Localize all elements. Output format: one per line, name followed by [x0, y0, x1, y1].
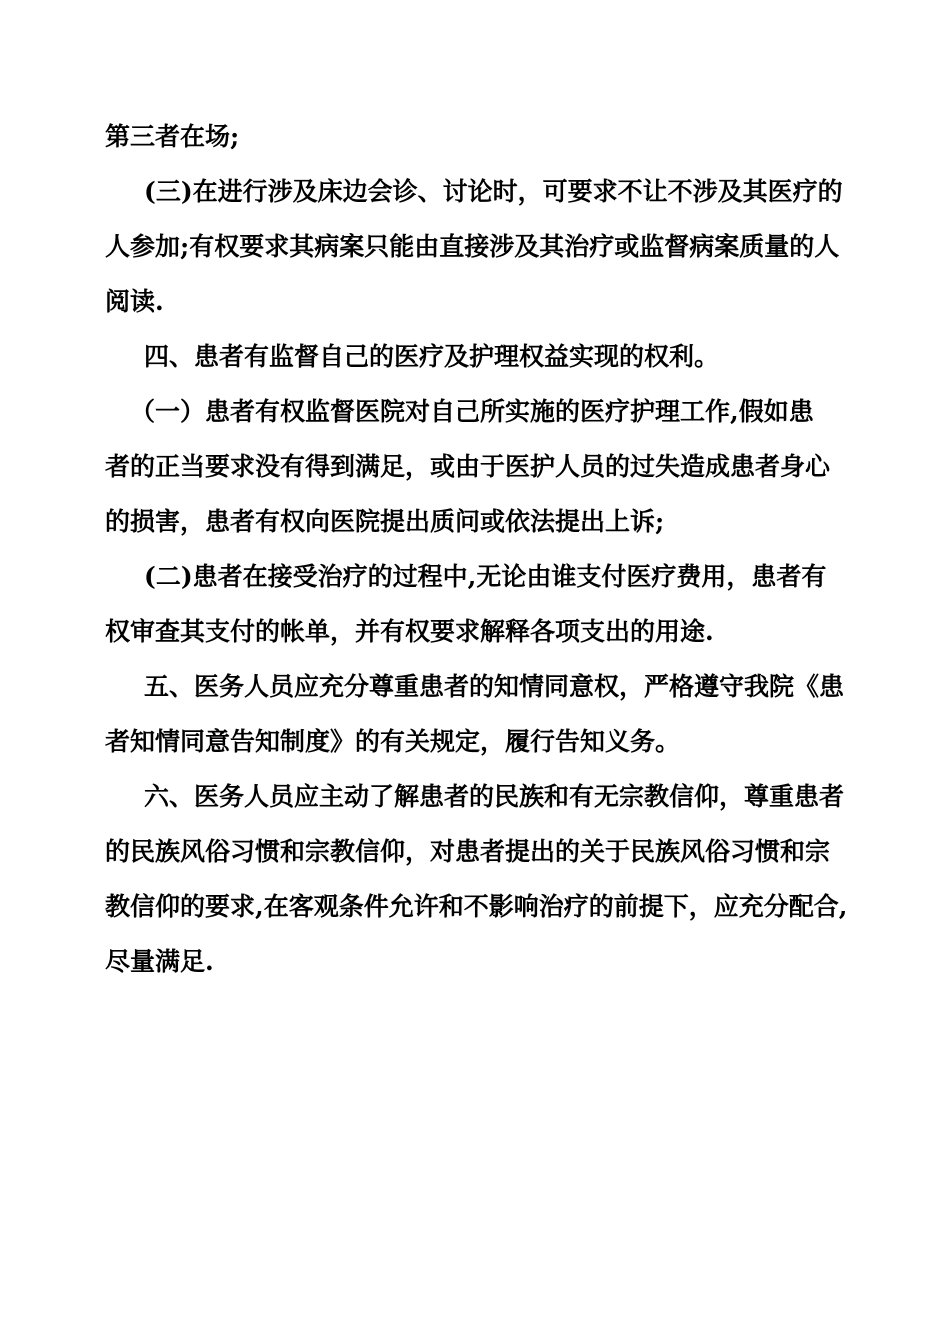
text-line: 的民族风俗习惯和宗教信仰，对患者提出的关于民族风俗习惯和宗: [105, 837, 831, 866]
text-line: (二)患者在接受治疗的过程中,无论由谁支付医疗费用，患者有: [144, 562, 827, 591]
text-line: 六、医务人员应主动了解患者的民族和有无宗教信仰，尊重患者: [144, 782, 845, 811]
text-line: 四、患者有监督自己的医疗及护理权益实现的权利。: [144, 342, 720, 371]
text-line: 阅读.: [105, 287, 164, 316]
text-line: 权审查其支付的帐单，并有权要求解释各项支出的用途.: [105, 617, 714, 646]
text-line: 五、医务人员应充分尊重患者的知情同意权，严格遵守我院《患: [144, 672, 845, 701]
text-line: 教信仰的要求,在客观条件允许和不影响治疗的前提下，应充分配合,: [105, 892, 848, 921]
text-line: 的损害，患者有权向医院提出质问或依法提出上诉;: [105, 507, 665, 536]
text-line: 者知情同意告知制度》的有关规定，履行告知义务。: [105, 727, 681, 756]
text-line: 尽量满足.: [105, 947, 214, 976]
text-line: （一）患者有权监督医院对自己所实施的医疗护理工作,假如患: [130, 397, 814, 426]
text-line: 者的正当要求没有得到满足，或由于医护人员的过失造成患者身心: [105, 452, 831, 481]
text-line: 人参加;有权要求其病案只能由直接涉及其治疗或监督病案质量的人: [105, 232, 840, 261]
text-line: (三)在进行涉及床边会诊、讨论时，可要求不让不涉及其医疗的: [144, 177, 843, 206]
text-line: 第三者在场;: [105, 122, 240, 151]
